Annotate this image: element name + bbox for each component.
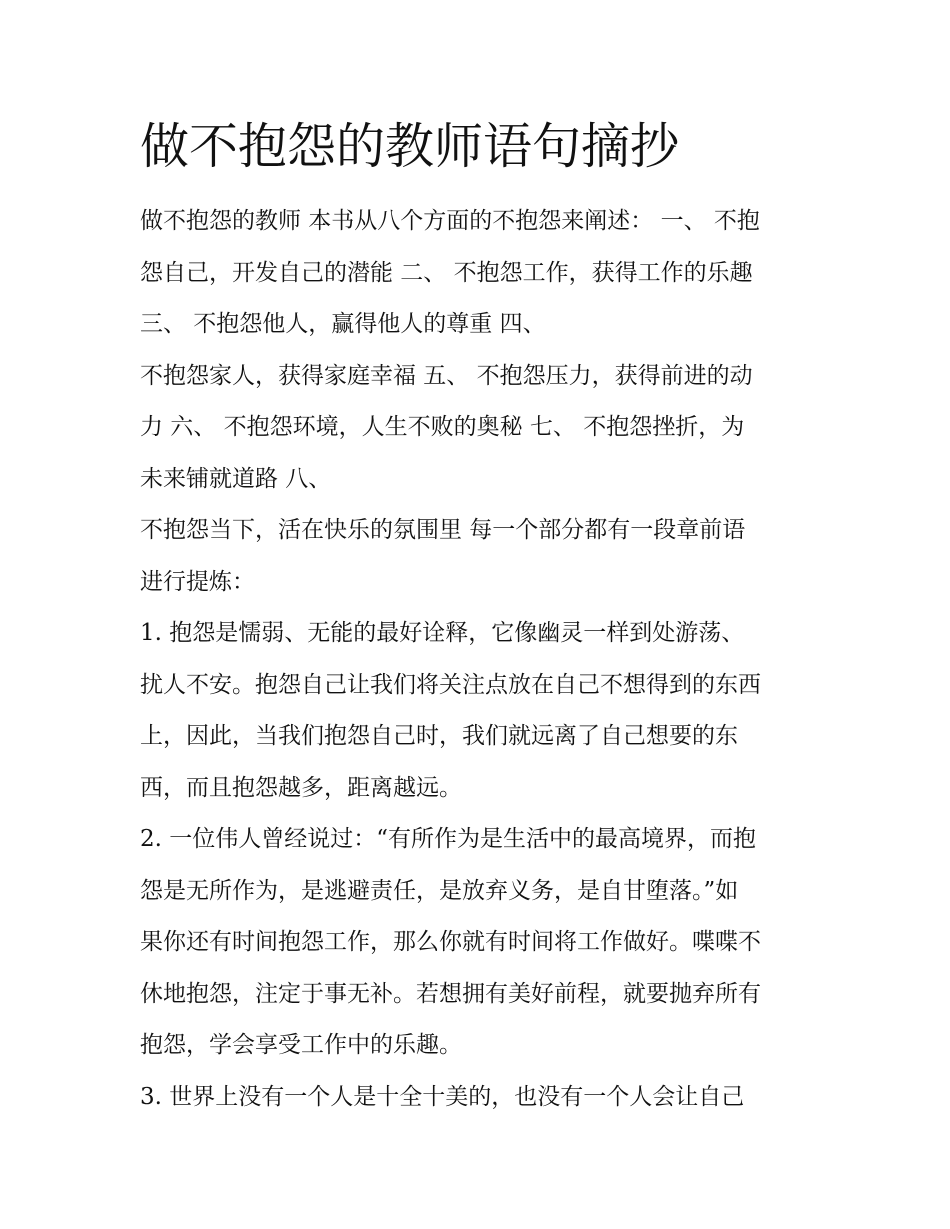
body-line: 2. 一位伟人曾经说过：“有所作为是生活中的最高境界，而抱 [140,826,757,852]
body-line: 未来铺就道路 八、 [140,465,332,492]
body-line: 扰人不安。抱怨自己让我们将关注点放在自己不想得到的东西 [140,671,761,698]
body-line: 不抱怨当下，活在快乐的氛围里 每一个部分都有一段章前语 [140,517,746,543]
body-line: 1. 抱怨是懦弱、无能的最好诠释，它像幽灵一样到处游荡、 [140,620,745,646]
body-line: 3. 世界上没有一个人是十全十美的，也没有一个人会让自己 [140,1083,745,1110]
body-line: 上，因此，当我们抱怨自己时，我们就远离了自己想要的东 [140,723,738,749]
body-line: 力 六、 不抱怨环境，人生不败的奥秘 七、 不抱怨挫折，为 [140,414,745,440]
body-line: 不抱怨家人，获得家庭幸福 五、 不抱怨压力，获得前进的动 [140,362,753,389]
body-line: 怨是无所作为，是逃避责任，是放弃义务，是自甘堕落。”如 [140,877,739,904]
document-title: 做不抱怨的教师语句摘抄 [140,118,680,175]
body-line: 西，而且抱怨越多，距离越远。 [140,774,462,801]
body-line: 做不抱怨的教师 本书从八个方面的不抱怨来阐述： 一、 不抱 [140,208,760,234]
document-body [140,196,820,1123]
body-line: 果你还有时间抱怨工作，那么你就有时间将工作做好。喋喋不 [140,929,761,955]
body-line: 三、 不抱怨他人，赢得他人的尊重 四、 [140,311,546,337]
body-line: 怨自己，开发自己的潜能 二、 不抱怨工作，获得工作的乐趣 [140,259,753,286]
body-line: 进行提炼： [140,568,255,595]
body-line: 休地抱怨，注定于事无补。若想拥有美好前程，就要抛弃所有 [140,980,761,1007]
body-line: 抱怨，学会享受工作中的乐趣。 [140,1032,462,1058]
